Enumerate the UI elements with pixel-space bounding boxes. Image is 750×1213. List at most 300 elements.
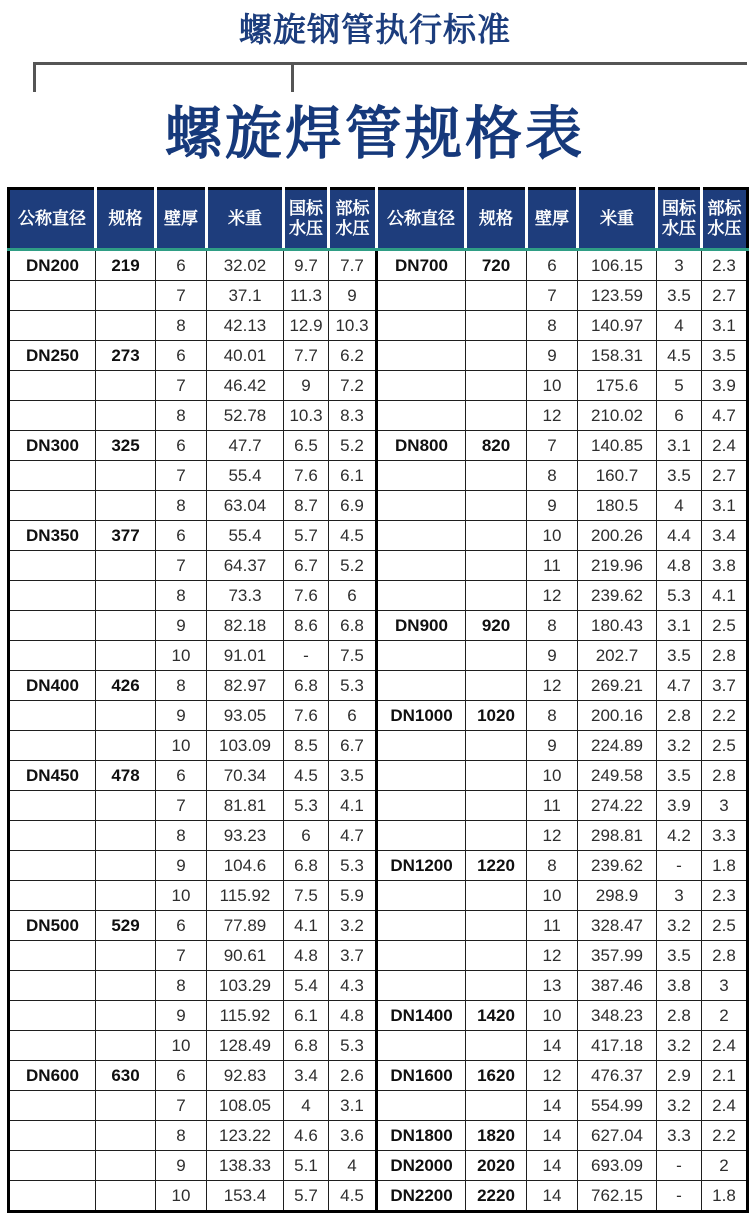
cell-meter-weight: 476.37 <box>578 1061 657 1091</box>
cell-meter-weight: 180.5 <box>578 491 657 521</box>
cell-meter-weight: 153.4 <box>207 1181 284 1212</box>
cell-meter-weight: 180.43 <box>578 611 657 641</box>
cell-nominal-diameter <box>377 671 466 701</box>
cell-spec: 1420 <box>466 1001 527 1031</box>
cell-wall-thickness: 6 <box>156 341 207 371</box>
cell-meter-weight: 46.42 <box>207 371 284 401</box>
cell-nominal-diameter: DN1600 <box>377 1061 466 1091</box>
cell-bb-pressure: 3.1 <box>329 1091 377 1121</box>
cell-gb-pressure: 5.7 <box>284 1181 329 1212</box>
cell-bb-pressure: 2.7 <box>702 281 748 311</box>
cell-nominal-diameter: DN700 <box>377 250 466 281</box>
cell-gb-pressure: 8.7 <box>284 491 329 521</box>
cell-gb-pressure: 5.3 <box>284 791 329 821</box>
cell-nominal-diameter <box>9 491 96 521</box>
remnant-horizontal-line <box>33 62 747 65</box>
cell-meter-weight: 42.13 <box>207 311 284 341</box>
header-nominal-diameter: 公称直径 <box>377 189 466 250</box>
cell-bb-pressure: 6.2 <box>329 341 377 371</box>
cell-meter-weight: 106.15 <box>578 250 657 281</box>
cell-bb-pressure: 2.8 <box>702 761 748 791</box>
cell-wall-thickness: 7 <box>156 1091 207 1121</box>
cell-meter-weight: 93.23 <box>207 821 284 851</box>
table-row <box>9 1151 748 1181</box>
cell-wall-thickness: 8 <box>156 971 207 1001</box>
cell-gb-pressure: 3.4 <box>284 1061 329 1091</box>
cell-wall-thickness: 12 <box>527 671 578 701</box>
cell-spec <box>96 371 156 401</box>
table-row <box>9 371 748 401</box>
cell-nominal-diameter: DN250 <box>9 341 96 371</box>
cell-gb-pressure: 3.5 <box>657 641 702 671</box>
cell-nominal-diameter <box>9 701 96 731</box>
cell-wall-thickness: 8 <box>527 461 578 491</box>
cell-wall-thickness: 8 <box>156 311 207 341</box>
cell-gb-pressure: 4 <box>284 1091 329 1121</box>
cell-gb-pressure: 3.5 <box>657 281 702 311</box>
cell-wall-thickness: 8 <box>527 701 578 731</box>
table-row <box>9 641 748 671</box>
cell-spec: 920 <box>466 611 527 641</box>
cell-spec <box>466 581 527 611</box>
cell-nominal-diameter: DN1800 <box>377 1121 466 1151</box>
cell-wall-thickness: 7 <box>156 371 207 401</box>
cell-gb-pressure: 3.2 <box>657 1031 702 1061</box>
cell-bb-pressure: 3.1 <box>702 311 748 341</box>
cell-nominal-diameter <box>377 281 466 311</box>
table-title: 螺旋焊管规格表 <box>165 102 585 166</box>
cell-meter-weight: 73.3 <box>207 581 284 611</box>
cell-bb-pressure: 6.1 <box>329 461 377 491</box>
cell-gb-pressure: - <box>657 851 702 881</box>
cell-gb-pressure: 4.5 <box>284 761 329 791</box>
cell-nominal-diameter: DN800 <box>377 431 466 461</box>
cell-wall-thickness: 7 <box>156 281 207 311</box>
cell-wall-thickness: 8 <box>527 851 578 881</box>
cell-gb-pressure: 3.9 <box>657 791 702 821</box>
cell-gb-pressure: 2.8 <box>657 1001 702 1031</box>
cell-bb-pressure: 6.9 <box>329 491 377 521</box>
cell-gb-pressure: 5 <box>657 371 702 401</box>
cell-spec: 720 <box>466 250 527 281</box>
cell-meter-weight: 239.62 <box>578 581 657 611</box>
cell-bb-pressure: 3.7 <box>702 671 748 701</box>
cell-wall-thickness: 7 <box>527 281 578 311</box>
cell-meter-weight: 103.09 <box>207 731 284 761</box>
cell-spec <box>466 521 527 551</box>
cell-meter-weight: 298.9 <box>578 881 657 911</box>
cell-wall-thickness: 8 <box>156 401 207 431</box>
cell-gb-pressure: 3.5 <box>657 761 702 791</box>
cell-wall-thickness: 10 <box>156 1181 207 1212</box>
cell-gb-pressure: - <box>284 641 329 671</box>
cell-bb-pressure: 3.8 <box>702 551 748 581</box>
table-row <box>9 311 748 341</box>
cell-spec <box>96 971 156 1001</box>
cell-spec <box>96 551 156 581</box>
cell-bb-pressure: 2.5 <box>702 611 748 641</box>
cell-nominal-diameter <box>9 1181 96 1212</box>
cell-nominal-diameter <box>377 731 466 761</box>
cell-spec: 1020 <box>466 701 527 731</box>
cell-bb-pressure: 1.8 <box>702 851 748 881</box>
cell-spec <box>96 851 156 881</box>
cell-gb-pressure: 3 <box>657 881 702 911</box>
cell-bb-pressure: 4.3 <box>329 971 377 1001</box>
cell-nominal-diameter <box>9 1091 96 1121</box>
cell-gb-pressure: 3 <box>657 250 702 281</box>
cell-wall-thickness: 8 <box>156 821 207 851</box>
cell-wall-thickness: 9 <box>156 851 207 881</box>
cell-meter-weight: 298.81 <box>578 821 657 851</box>
cell-gb-pressure: 7.5 <box>284 881 329 911</box>
cell-spec <box>96 1031 156 1061</box>
cell-spec <box>466 731 527 761</box>
cell-gb-pressure: 7.7 <box>284 341 329 371</box>
cell-spec <box>466 941 527 971</box>
cell-spec <box>466 341 527 371</box>
cell-spec <box>96 821 156 851</box>
cell-spec: 820 <box>466 431 527 461</box>
cell-gb-pressure: 4.6 <box>284 1121 329 1151</box>
cell-spec <box>96 1151 156 1181</box>
cell-gb-pressure: 4.4 <box>657 521 702 551</box>
table-row <box>9 1181 748 1212</box>
cell-meter-weight: 108.05 <box>207 1091 284 1121</box>
table-row <box>9 461 748 491</box>
cell-wall-thickness: 6 <box>527 250 578 281</box>
cell-gb-pressure: 7.6 <box>284 461 329 491</box>
table-row <box>9 881 748 911</box>
cell-spec <box>466 761 527 791</box>
table-row <box>9 701 748 731</box>
cell-gb-pressure: 3.5 <box>657 941 702 971</box>
table-row <box>9 611 748 641</box>
cell-nominal-diameter <box>9 821 96 851</box>
cell-nominal-diameter <box>9 401 96 431</box>
cell-bb-pressure: 3 <box>702 791 748 821</box>
cell-meter-weight: 70.34 <box>207 761 284 791</box>
table-row <box>9 341 748 371</box>
cell-meter-weight: 52.78 <box>207 401 284 431</box>
cell-spec <box>466 791 527 821</box>
cell-meter-weight: 693.09 <box>578 1151 657 1181</box>
cell-bb-pressure: 5.2 <box>329 431 377 461</box>
cell-nominal-diameter <box>9 971 96 1001</box>
cell-nominal-diameter: DN1400 <box>377 1001 466 1031</box>
cell-bb-pressure: 3.7 <box>329 941 377 971</box>
cell-meter-weight: 92.83 <box>207 1061 284 1091</box>
cell-nominal-diameter <box>9 1001 96 1031</box>
cell-gb-pressure: 5.1 <box>284 1151 329 1181</box>
cell-spec <box>96 581 156 611</box>
cell-wall-thickness: 9 <box>156 611 207 641</box>
header-bb-pressure: 部标水压 <box>329 189 377 250</box>
cell-bb-pressure: 10.3 <box>329 311 377 341</box>
cell-meter-weight: 239.62 <box>578 851 657 881</box>
cell-wall-thickness: 6 <box>156 761 207 791</box>
cell-gb-pressure: - <box>657 1151 702 1181</box>
cell-wall-thickness: 10 <box>156 641 207 671</box>
cell-spec <box>466 671 527 701</box>
cell-gb-pressure: 5.3 <box>657 581 702 611</box>
cell-bb-pressure: 3.2 <box>329 911 377 941</box>
cell-bb-pressure: 2.6 <box>329 1061 377 1091</box>
cell-gb-pressure: 4.5 <box>657 341 702 371</box>
cell-wall-thickness: 13 <box>527 971 578 1001</box>
cell-spec: 1220 <box>466 851 527 881</box>
cell-wall-thickness: 10 <box>527 1001 578 1031</box>
cell-bb-pressure: 2.2 <box>702 1121 748 1151</box>
cell-meter-weight: 140.85 <box>578 431 657 461</box>
cell-nominal-diameter: DN200 <box>9 250 96 281</box>
cell-bb-pressure: 5.3 <box>329 671 377 701</box>
cell-nominal-diameter <box>9 881 96 911</box>
cell-gb-pressure: 4 <box>657 311 702 341</box>
cell-wall-thickness: 10 <box>156 881 207 911</box>
cell-meter-weight: 123.22 <box>207 1121 284 1151</box>
cell-bb-pressure: 4.8 <box>329 1001 377 1031</box>
cell-spec <box>96 281 156 311</box>
cell-spec <box>466 971 527 1001</box>
cell-nominal-diameter <box>9 1121 96 1151</box>
cell-bb-pressure: 5.2 <box>329 551 377 581</box>
cell-meter-weight: 40.01 <box>207 341 284 371</box>
cell-bb-pressure: 3.4 <box>702 521 748 551</box>
cell-wall-thickness: 14 <box>527 1031 578 1061</box>
cell-bb-pressure: 4.5 <box>329 1181 377 1212</box>
cell-nominal-diameter <box>9 1031 96 1061</box>
cell-spec: 1620 <box>466 1061 527 1091</box>
cell-nominal-diameter: DN400 <box>9 671 96 701</box>
cell-spec <box>96 311 156 341</box>
cell-wall-thickness: 6 <box>156 911 207 941</box>
cell-nominal-diameter: DN300 <box>9 431 96 461</box>
cell-gb-pressure: 9 <box>284 371 329 401</box>
header-bb-pressure: 部标水压 <box>702 189 748 250</box>
spec-table <box>7 187 749 1213</box>
cell-bb-pressure: 5.9 <box>329 881 377 911</box>
cell-wall-thickness: 10 <box>527 761 578 791</box>
cell-wall-thickness: 7 <box>156 941 207 971</box>
cell-gb-pressure: 6 <box>284 821 329 851</box>
cell-bb-pressure: 4.7 <box>702 401 748 431</box>
cell-spec <box>466 281 527 311</box>
cell-meter-weight: 115.92 <box>207 881 284 911</box>
cell-nominal-diameter <box>9 281 96 311</box>
cell-gb-pressure: 3.2 <box>657 911 702 941</box>
cell-spec <box>96 491 156 521</box>
cell-wall-thickness: 9 <box>156 1001 207 1031</box>
cell-nominal-diameter <box>377 881 466 911</box>
cell-wall-thickness: 14 <box>527 1181 578 1212</box>
cell-spec: 2020 <box>466 1151 527 1181</box>
cell-meter-weight: 104.6 <box>207 851 284 881</box>
cell-meter-weight: 128.49 <box>207 1031 284 1061</box>
cell-meter-weight: 91.01 <box>207 641 284 671</box>
cell-nominal-diameter: DN900 <box>377 611 466 641</box>
cell-nominal-diameter: DN2000 <box>377 1151 466 1181</box>
table-row <box>9 1121 748 1151</box>
cell-gb-pressure: 7.6 <box>284 701 329 731</box>
cell-bb-pressure: 2.4 <box>702 1091 748 1121</box>
cell-meter-weight: 37.1 <box>207 281 284 311</box>
header-row <box>9 189 748 250</box>
cell-nominal-diameter <box>9 551 96 581</box>
cell-nominal-diameter: DN1000 <box>377 701 466 731</box>
cell-meter-weight: 357.99 <box>578 941 657 971</box>
cell-spec: 219 <box>96 250 156 281</box>
table-row <box>9 1031 748 1061</box>
cell-wall-thickness: 10 <box>527 521 578 551</box>
cell-meter-weight: 417.18 <box>578 1031 657 1061</box>
table-row <box>9 581 748 611</box>
cell-nominal-diameter <box>377 1091 466 1121</box>
cell-bb-pressure: 7.2 <box>329 371 377 401</box>
cell-nominal-diameter <box>9 851 96 881</box>
cell-bb-pressure: 5.3 <box>329 851 377 881</box>
cell-gb-pressure: 3.2 <box>657 731 702 761</box>
cell-nominal-diameter <box>377 941 466 971</box>
cell-bb-pressure: 3.5 <box>702 341 748 371</box>
cell-meter-weight: 115.92 <box>207 1001 284 1031</box>
cell-bb-pressure: 3.9 <box>702 371 748 401</box>
cell-spec <box>96 641 156 671</box>
cell-bb-pressure: 7.7 <box>329 250 377 281</box>
cell-meter-weight: 77.89 <box>207 911 284 941</box>
cell-meter-weight: 81.81 <box>207 791 284 821</box>
cell-nominal-diameter: DN350 <box>9 521 96 551</box>
cell-meter-weight: 269.21 <box>578 671 657 701</box>
cell-bb-pressure: 5.3 <box>329 1031 377 1061</box>
cell-gb-pressure: 9.7 <box>284 250 329 281</box>
cell-nominal-diameter <box>377 821 466 851</box>
cell-bb-pressure: 2.8 <box>702 641 748 671</box>
cell-gb-pressure: 3.8 <box>657 971 702 1001</box>
cell-meter-weight: 93.05 <box>207 701 284 731</box>
cell-gb-pressure: 6.8 <box>284 671 329 701</box>
cell-wall-thickness: 9 <box>527 641 578 671</box>
cell-wall-thickness: 9 <box>156 701 207 731</box>
cell-wall-thickness: 12 <box>527 581 578 611</box>
cell-nominal-diameter <box>9 581 96 611</box>
cell-spec: 325 <box>96 431 156 461</box>
spec-table-header <box>9 189 748 250</box>
cell-spec <box>466 461 527 491</box>
cell-wall-thickness: 12 <box>527 821 578 851</box>
cell-spec <box>466 821 527 851</box>
table-row <box>9 1001 748 1031</box>
cell-bb-pressure: 4.1 <box>702 581 748 611</box>
cell-spec <box>466 1031 527 1061</box>
cell-spec <box>96 1091 156 1121</box>
cell-nominal-diameter <box>9 311 96 341</box>
cell-spec <box>96 731 156 761</box>
cell-gb-pressure: 6.5 <box>284 431 329 461</box>
header-spec: 规格 <box>96 189 156 250</box>
cell-meter-weight: 175.6 <box>578 371 657 401</box>
cell-gb-pressure: 8.5 <box>284 731 329 761</box>
cell-wall-thickness: 8 <box>156 671 207 701</box>
header-wall-thickness: 壁厚 <box>156 189 207 250</box>
cell-wall-thickness: 8 <box>527 611 578 641</box>
cell-spec <box>466 551 527 581</box>
cell-meter-weight: 387.46 <box>578 971 657 1001</box>
cell-gb-pressure: 11.3 <box>284 281 329 311</box>
cell-bb-pressure: 4 <box>329 1151 377 1181</box>
cell-meter-weight: 762.15 <box>578 1181 657 1212</box>
cell-gb-pressure: 6.7 <box>284 551 329 581</box>
cell-nominal-diameter <box>377 461 466 491</box>
cell-spec: 273 <box>96 341 156 371</box>
cell-bb-pressure: 9 <box>329 281 377 311</box>
cell-nominal-diameter <box>9 461 96 491</box>
cell-spec <box>466 371 527 401</box>
cell-spec: 1820 <box>466 1121 527 1151</box>
page-title: 螺旋钢管执行标准 <box>239 11 511 48</box>
cell-nominal-diameter <box>377 791 466 821</box>
cell-gb-pressure: 6.8 <box>284 1031 329 1061</box>
cell-bb-pressure: 1.8 <box>702 1181 748 1212</box>
cell-wall-thickness: 9 <box>527 731 578 761</box>
cell-spec: 529 <box>96 911 156 941</box>
cell-nominal-diameter <box>377 311 466 341</box>
cell-spec: 377 <box>96 521 156 551</box>
cell-wall-thickness: 7 <box>156 791 207 821</box>
table-row <box>9 1061 748 1091</box>
cell-nominal-diameter <box>377 491 466 521</box>
cell-nominal-diameter <box>377 971 466 1001</box>
cell-wall-thickness: 9 <box>156 1151 207 1181</box>
cell-nominal-diameter: DN2200 <box>377 1181 466 1212</box>
cell-meter-weight: 627.04 <box>578 1121 657 1151</box>
cell-meter-weight: 82.18 <box>207 611 284 641</box>
cell-gb-pressure: 3.1 <box>657 611 702 641</box>
cell-nominal-diameter <box>9 1151 96 1181</box>
cell-wall-thickness: 9 <box>527 491 578 521</box>
cell-bb-pressure: 2.5 <box>702 731 748 761</box>
cell-bb-pressure: 4.7 <box>329 821 377 851</box>
cell-nominal-diameter <box>9 941 96 971</box>
cell-bb-pressure: 2.3 <box>702 250 748 281</box>
cell-wall-thickness: 8 <box>156 491 207 521</box>
cell-nominal-diameter <box>9 791 96 821</box>
cell-spec <box>96 1181 156 1212</box>
header-meter-weight: 米重 <box>578 189 657 250</box>
cell-nominal-diameter <box>377 1031 466 1061</box>
cell-gb-pressure: 7.6 <box>284 581 329 611</box>
table-row <box>9 761 748 791</box>
cell-nominal-diameter <box>377 641 466 671</box>
cell-meter-weight: 210.02 <box>578 401 657 431</box>
cell-meter-weight: 82.97 <box>207 671 284 701</box>
cell-gb-pressure: 4.8 <box>284 941 329 971</box>
cell-wall-thickness: 11 <box>527 911 578 941</box>
cell-bb-pressure: 6 <box>329 701 377 731</box>
cell-gb-pressure: 2.8 <box>657 701 702 731</box>
cell-spec <box>466 401 527 431</box>
cell-gb-pressure: 12.9 <box>284 311 329 341</box>
cell-nominal-diameter: DN450 <box>9 761 96 791</box>
cell-bb-pressure: 2 <box>702 1151 748 1181</box>
cell-wall-thickness: 10 <box>156 731 207 761</box>
cell-gb-pressure: 10.3 <box>284 401 329 431</box>
cell-bb-pressure: 2.1 <box>702 1061 748 1091</box>
cell-gb-pressure: 5.4 <box>284 971 329 1001</box>
header-gb-pressure: 国标水压 <box>657 189 702 250</box>
table-row <box>9 1091 748 1121</box>
table-row <box>9 791 748 821</box>
